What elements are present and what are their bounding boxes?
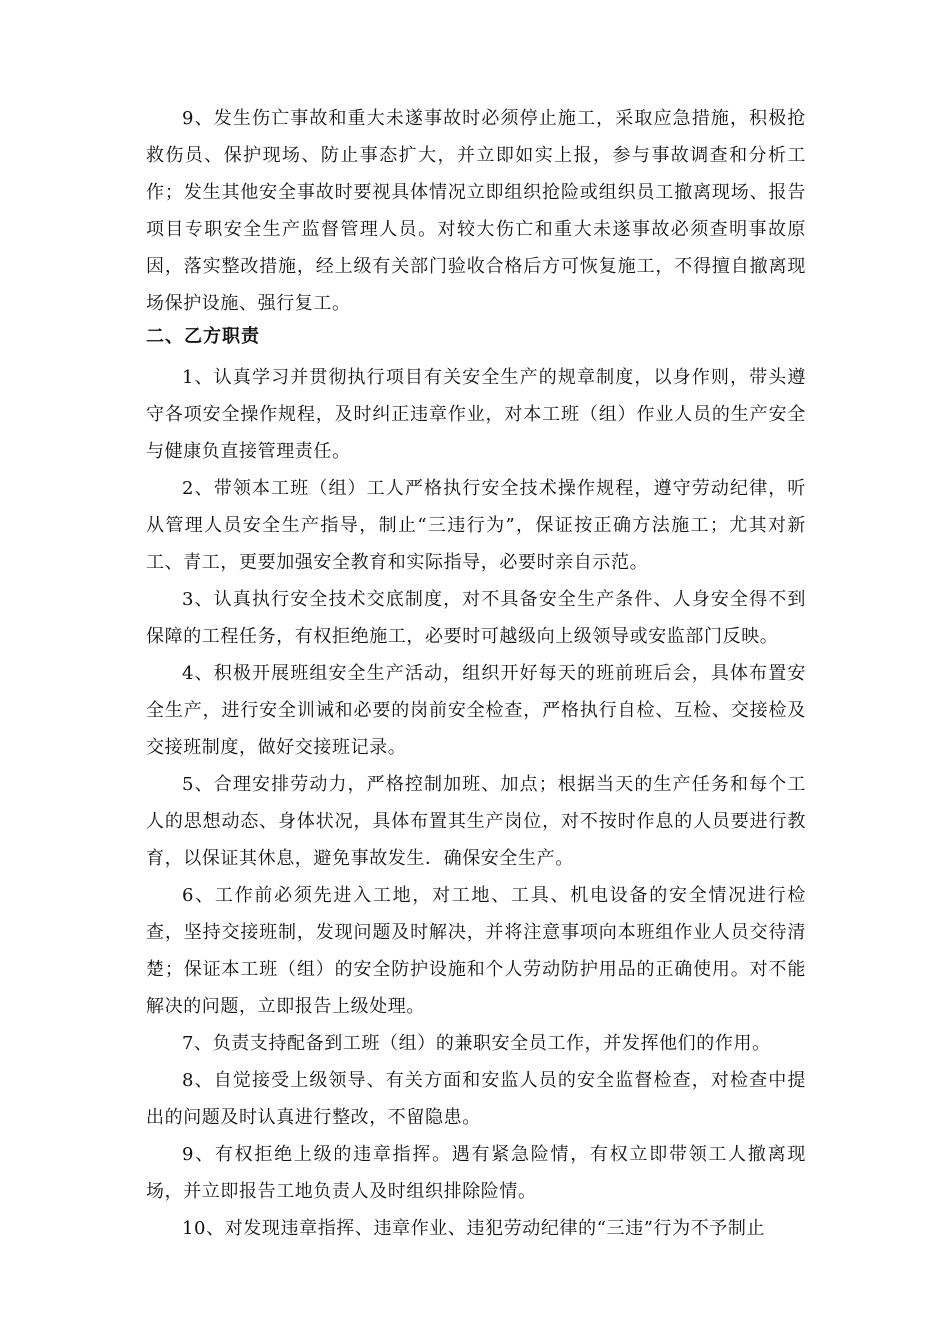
paragraph-item-1: 1、认真学习并贯彻执行项目有关安全生产的规章制度，以身作则，带头遵守各项安全操作规程，及时纠正违章作业，对本工班（组）作业人员的生产安全与健康负直接管理责任。 bbox=[146, 367, 806, 463]
paragraph-item-8: 8、自觉接受上级领导、有关方面和安监人员的安全监督检查，对检查中提出的问题及时认真进行整改，不留隐患。 bbox=[146, 1070, 806, 1129]
paragraph-item-3: 3、认真执行安全技术交底制度，对不具备安全生产条件、人身安全得不到保障的工程任务，有权拒绝施工，必要时可越级向上级领导或安监部门反映。 bbox=[146, 589, 806, 648]
section-heading: 二、乙方职责 bbox=[146, 326, 260, 347]
paragraph-item-4: 4、积极开展班组安全生产活动，组织开好每天的班前班后会，具体布置安全生产，进行安全训诫和必要的岗前安全检查，严格执行自检、互检、交接检及交接班制度，做好交接班记录。 bbox=[146, 663, 806, 759]
paragraph-item-10: 10、对发现违章指挥、违章作业、违犯劳动纪律的“三违”行为不予制止 bbox=[182, 1218, 766, 1239]
paragraph-item-2: 2、带领本工班（组）工人严格执行安全技术操作规程，遵守劳动纪律，听从管理人员安全生产指导，制止“三违行为”，保证按正确方法施工；尤其对新工、青工，更要加强安全教育和实际指导，必要时亲自示范。 bbox=[146, 478, 806, 574]
paragraph-item-5: 5、合理安排劳动力，严格控制加班、加点；根据当天的生产任务和每个工人的思想动态、身体状况，具体布置其生产岗位，对不按时作息的人员要进行教育，以保证其休息，避免事故发生．确保安全生产。 bbox=[146, 774, 806, 870]
paragraph-item-6: 6、工作前必须先进入工地，对工地、工具、机电设备的安全情况进行检查，坚持交接班制，发现问题及时解决，并将注意事项向本班组作业人员交待清楚；保证本工班（组）的安全防护设施和个人劳动防护用品的正确使用。对不能解决的问题，立即报告上级处理。 bbox=[146, 885, 806, 1018]
paragraph-continued-item-9: 9、发生伤亡事故和重大未遂事故时必须停止施工，采取应急措施，积极抢救伤员、保护现场、防止事态扩大，并立即如实上报，参与事故调查和分析工作；发生其他安全事故时要视具体情况立即组织抢险或组织员工撤离现场、报告项目专职安全生产监督管理人员。对较大伤亡和重大未遂事故必须查明事故原因，落实整改措施，经上级有关部门验收合格后方可恢复施工，不得擅自撤离现场保护设施、强行复工。 bbox=[146, 108, 806, 315]
paragraph-item-9: 9、有权拒绝上级的违章指挥。遇有紧急险情，有权立即带领工人撤离现场，并立即报告工地负责人及时组织排除险情。 bbox=[146, 1144, 806, 1203]
paragraph-item-7: 7、负责支持配备到工班（组）的兼职安全员工作，并发挥他们的作用。 bbox=[182, 1033, 771, 1054]
